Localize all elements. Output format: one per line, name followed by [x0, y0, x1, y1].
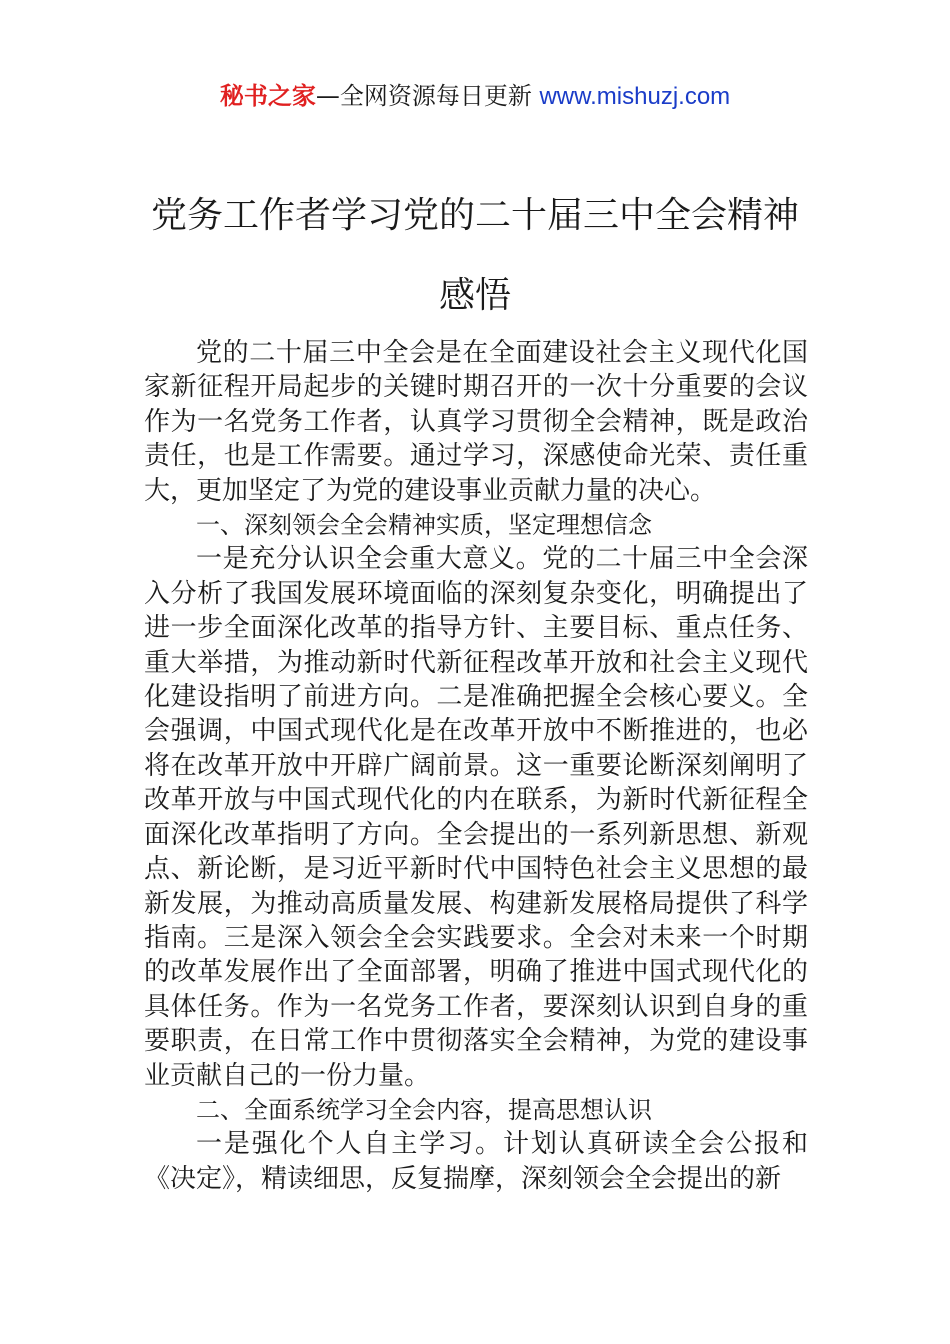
document-title: 党务工作者学习党的二十届三中全会精神感悟 [150, 195, 799, 316]
document-body [144, 336, 808, 1196]
body-paragraph: 一是充分认识全会重大意义。党的二十届三中全会深入分析了我国发展环境面临的深刻复杂变化，明确提出了进一步全面深化改革的指导方针、主要目标、重点任务、重大举措，为推动新时代新征程改革开放和社会主义现代化建设指明了前进方向。二是准确把握全会核心要义。全会强调，中国式现代化是在改革开放中不断推进的，也必将在改革开放中开辟广阔前景。这一重要论断深刻阐明了改革开放与中国式现代化的内在联系，为新时代新征程全面深化改革指明了方向。全会提出的一系列新思想、新观点、新论断，是习近平新时代中国特色社会主义思想的最新发展，为推动高质量发展、构建新发展格局提供了科学指南。三是深入领会全会实践要求。全会对未来一个时期的改革发展作出了全面部署，明确了推进中国式现代化的具体任务。作为一名党务工作者，要深刻认识到自身的重要职责，在日常工作中贯彻落实全会精神，为党的建设事业贡献自己的一份力量。 [144, 544, 808, 1091]
section-heading: 二、全面系统学习全会内容，提高思想认识 [196, 1095, 652, 1124]
body-paragraph: 党的二十届三中全会是在全面建设社会主义现代化国家新征程开局起步的关键时期召开的一次十分重要的会议作为一名党务工作者，认真学习贯彻全会精神，既是政治责任，也是工作需要。通过学习，深感使命光荣、责任重大，更加坚定了为党的建设事业贡献力量的决心。 [144, 338, 808, 506]
section-heading: 一、深刻领会全会精神实质，坚定理想信念 [196, 511, 652, 540]
site-header [0, 78, 950, 115]
site-slogan: —全网资源每日更新 [315, 82, 540, 110]
site-brand: 秘书之家 [219, 82, 316, 110]
body-paragraph: 一是强化个人自主学习。计划认真研读全会公报和《决定》，精读细思，反复揣摩，深刻领会全会提出的新 [144, 1129, 808, 1194]
site-url-link[interactable]: www.mishuzj.com [539, 83, 731, 110]
